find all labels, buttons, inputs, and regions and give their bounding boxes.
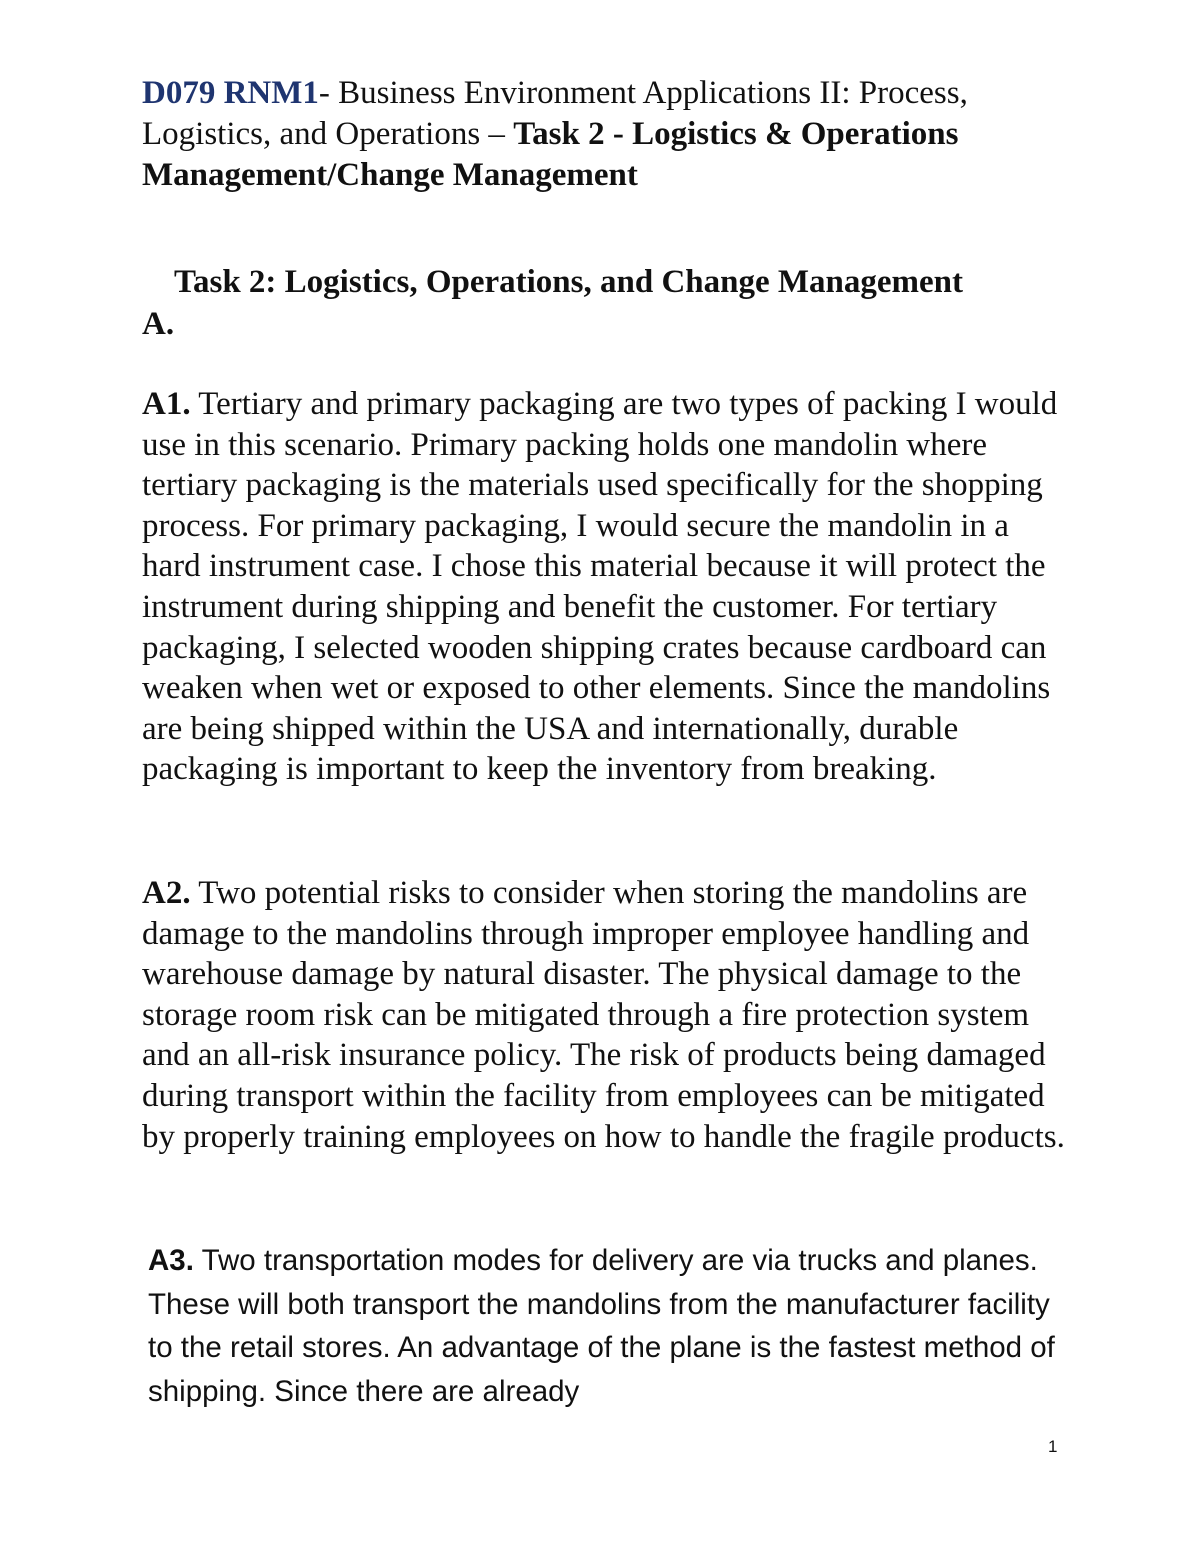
section-label: A. [142, 306, 175, 342]
section-a2-text: Two potential risks to consider when storing the mandolins are damage to the mandolins through improper employee handling and warehouse damage by natural disaster. The physical damage to the storage room risk can be mitigated through a fire protection system and an all-risk insurance policy. The risk of products being damaged during transport within the facility from employees can be mitigated by properly training employees on how to handle the fragile products. [142, 875, 1065, 1155]
task-heading: Task 2: Logistics, Operations, and Change Management [174, 264, 964, 300]
document-header [142, 73, 1072, 196]
section-a2-label: A2. [142, 875, 191, 911]
section-a3-paragraph [148, 1239, 1078, 1413]
course-code: D079 RNM1 [142, 75, 319, 111]
section-a3-label: A3. [148, 1244, 194, 1277]
section-a1-paragraph [142, 384, 1072, 790]
task-title: Task 2 - Logistics & Operations Management/Change Management [142, 116, 959, 193]
page-number: 1 [1048, 1437, 1058, 1456]
section-a1-text: Tertiary and primary packaging are two types of packing I would use in this scenario. Primary packing holds one mandolin where tertiary packaging is the materials used specifically for the shopping process. For primary packaging, I would secure the mandolin in a hard instrument case. I chose this material because it will protect the instrument during shipping and benefit the customer. For tertiary packaging, I selected wooden shipping crates because cardboard can weaken when wet or exposed to other elements. Since the mandolins are being shipped within the USA and internationally, durable packaging is important to keep the inventory from breaking. [142, 386, 1058, 788]
section-a2-paragraph [142, 873, 1072, 1157]
section-a3-text: Two transportation modes for delivery are via trucks and planes. These will both transport the mandolins from the manufacturer facility to the retail stores. An advantage of the plane is the fastest method of shipping. Since there are already [148, 1244, 1055, 1408]
section-a1-label: A1. [142, 386, 191, 422]
course-title: - Business Environment Applications II: Process, Logistics, and Operations – [142, 75, 968, 152]
